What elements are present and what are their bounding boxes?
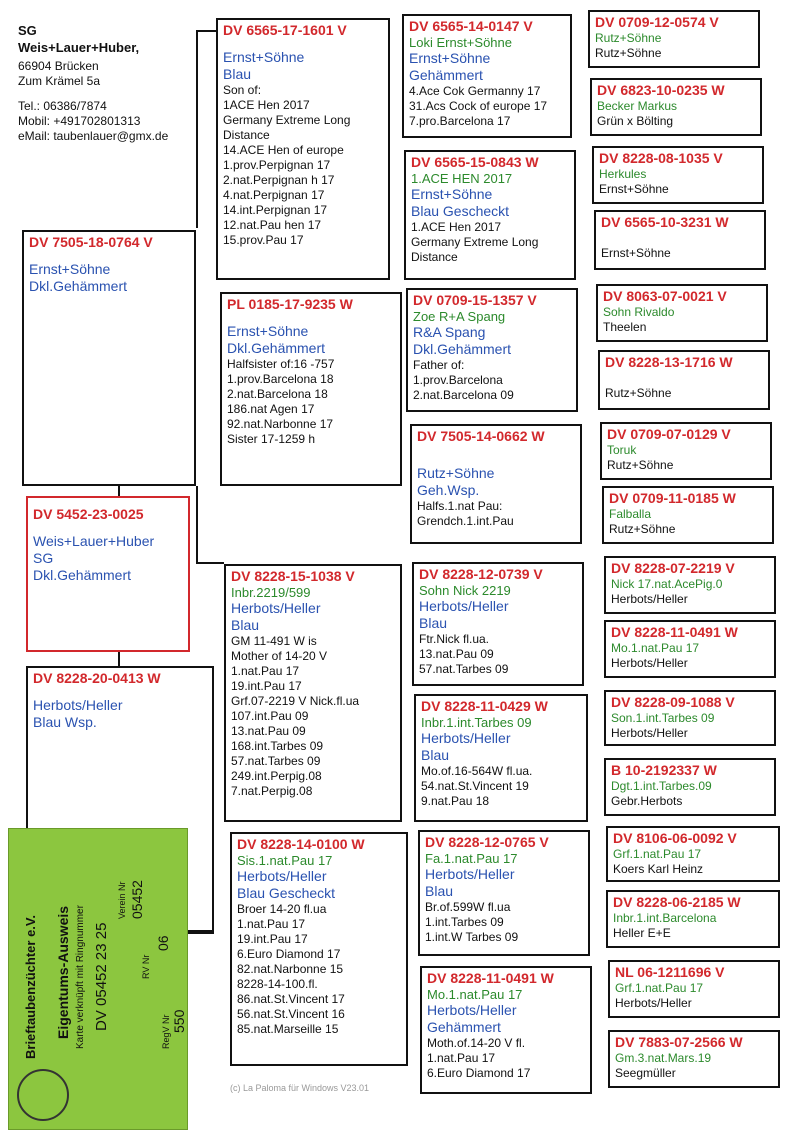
breeder-header [18, 22, 168, 144]
owner: Herbots/Heller [421, 730, 511, 746]
pigeon-name: Mo.1.nat.Pau 17 [611, 641, 700, 655]
note: Moth.of.14-20 V fl. [427, 1036, 526, 1050]
owner: Ernst+Söhne [411, 186, 493, 202]
note: 2.nat.Perpignan h 17 [223, 173, 335, 187]
breeder-name: Weis+Lauer+Huber, [18, 40, 140, 55]
color: Blau Gescheckt [237, 885, 336, 901]
note: 19.int.Pau 17 [231, 679, 302, 693]
note: Halfs.1.nat Pau: [417, 499, 503, 513]
breeder-short: SG [18, 23, 37, 38]
note: Distance [411, 250, 458, 264]
note: 92.nat.Narbonne 17 [227, 417, 334, 431]
note: 14.int.Perpignan 17 [223, 203, 328, 217]
ring-number: DV 6565-15-0843 W [411, 154, 539, 170]
owner: Herbots/Heller [231, 600, 321, 616]
connector-line [196, 562, 224, 564]
note: Mo.of.16-564W fl.ua. [421, 764, 533, 778]
note: 56.nat.St.Vincent 16 [237, 1007, 345, 1021]
note: 168.int.Tarbes 09 [231, 739, 324, 753]
owner: Ernst+Söhne [599, 182, 669, 196]
ring-number: DV 8228-07-2219 V [611, 560, 735, 576]
owner: Ernst+Söhne [601, 246, 671, 260]
pigeon-name: Son.1.int.Tarbes 09 [611, 711, 715, 725]
note: 1.nat.Pau 17 [427, 1051, 496, 1065]
connector-line [196, 30, 198, 228]
ring-number: DV 8228-15-1038 V [231, 568, 355, 584]
owner: Gebr.Herbots [611, 794, 683, 808]
owner: Ernst+Söhne [29, 261, 111, 277]
color: Dkl.Gehämmert [29, 278, 128, 294]
color: Blau [425, 883, 454, 899]
owner: Rutz+Söhne [609, 522, 676, 536]
pigeon-name: Grf.1.nat.Pau 17 [615, 981, 704, 995]
ring-number: DV 6565-14-0147 V [409, 18, 533, 34]
g4-box-10 [604, 620, 776, 678]
note: 7.nat.Perpig.08 [231, 784, 313, 798]
note: 82.nat.Narbonne 15 [237, 962, 344, 976]
ring-number: DV 8228-12-0765 V [425, 834, 549, 850]
card-ring: DV 05452 23 25 [93, 922, 110, 1031]
note: 4.nat.Perpignan 17 [223, 188, 325, 202]
ring-number: DV 8228-11-0429 W [421, 698, 548, 714]
card-verein-label: Verein Nr [117, 881, 127, 919]
pigeon-name: Dgt.1.int.Tarbes.09 [611, 779, 712, 793]
owner: Rutz+Söhne [605, 386, 672, 400]
note: 13.nat.Pau 09 [231, 724, 306, 738]
pigeon-name: 1.ACE HEN 2017 [411, 171, 513, 186]
note: 15.prov.Pau 17 [223, 233, 304, 247]
ring-number: DV 7883-07-2566 W [615, 1034, 743, 1050]
g4-box-15 [608, 960, 780, 1018]
color: Blau Gescheckt [411, 203, 510, 219]
owner: Ernst+Söhne [223, 49, 305, 65]
owner: Herbots/Heller [611, 656, 688, 670]
pigeon-name: Herkules [599, 167, 647, 181]
connector-line [196, 30, 216, 32]
ring-number: DV 0709-07-0129 V [607, 426, 731, 442]
ring-number: NL 06-1211696 V [615, 964, 725, 980]
note: 12.nat.Pau hen 17 [223, 218, 322, 232]
software-footer: (c) La Paloma für Windows V23.01 [230, 1083, 370, 1093]
pigeon-name: Rutz+Söhne [595, 31, 662, 45]
g4-box-9 [604, 556, 776, 614]
note: Grf.07-2219 V Nick.fl.ua [231, 694, 360, 708]
owner: Heller E+E [613, 926, 671, 940]
owner: Herbots/Heller [615, 996, 692, 1010]
verband-logo [17, 1069, 69, 1121]
color: Blau [421, 747, 450, 763]
fmf-box [406, 288, 578, 412]
card-subtitle: Karte verknüpft mit Ringnummer [75, 905, 86, 1049]
g4-box-13 [606, 826, 780, 882]
color: Blau Wsp. [33, 714, 97, 730]
owner: Rutz+Söhne [607, 458, 674, 472]
note: 2.nat.Barcelona 18 [227, 387, 328, 401]
breeder-address-line2: Zum Krämel 5a [18, 74, 101, 88]
ring-number: DV 7505-14-0662 W [417, 428, 545, 444]
owner: Herbots/Heller [611, 726, 688, 740]
note: 85.nat.Marseille 15 [237, 1022, 339, 1036]
note: 107.int.Pau 09 [231, 709, 309, 723]
pigeon-name: Loki Ernst+Söhne [409, 35, 512, 50]
breeder-email: eMail: taubenlauer@gmx.de [18, 129, 169, 143]
g4-box-7 [600, 422, 772, 480]
g4-box-1 [588, 10, 760, 68]
breeder-address-line1: 66904 Brücken [18, 59, 99, 73]
note: Germany Extreme Long [223, 113, 351, 127]
owner: Herbots/Heller [611, 592, 688, 606]
g4-box-5 [596, 284, 768, 342]
ring-number: DV 0709-11-0185 W [609, 490, 736, 506]
color: Geh.Wsp. [417, 482, 480, 498]
color: Gehämmert [427, 1019, 501, 1035]
ring-number: DV 6565-10-3231 W [601, 214, 729, 230]
note: Broer 14-20 fl.ua [237, 902, 327, 916]
note: 1.int.W Tarbes 09 [425, 930, 519, 944]
pigeon-name: Fa.1.nat.Pau 17 [425, 851, 518, 866]
note: 14.ACE Hen of europe [223, 143, 344, 157]
pigeon-name: Sis.1.nat.Pau 17 [237, 853, 333, 868]
note: 6.Euro Diamond 17 [237, 947, 341, 961]
note: 1.nat.Pau 17 [231, 664, 300, 678]
ring-number: DV 8228-14-0100 W [237, 836, 365, 852]
g4-box-14 [606, 890, 780, 948]
card-verein: 05452 [129, 880, 145, 919]
note: 31.Acs Cock of europe 17 [409, 99, 548, 113]
note: 1.ACE Hen 2017 [411, 220, 502, 234]
mfm-box [414, 694, 588, 822]
color: Dkl.Gehämmert [33, 567, 132, 583]
g4-box-12 [604, 758, 776, 816]
card-rv-label: RV Nr [141, 954, 151, 979]
ring-number: DV 8228-09-1088 V [611, 694, 735, 710]
note: 2.nat.Barcelona 09 [413, 388, 514, 402]
owner: Herbots/Heller [427, 1002, 517, 1018]
ring-number: DV 8228-13-1716 W [605, 354, 733, 370]
note: 249.int.Perpig.08 [231, 769, 322, 783]
color: Blau [223, 66, 252, 82]
note: 7.pro.Barcelona 17 [409, 114, 511, 128]
owner: Herbots/Heller [33, 697, 123, 713]
pigeon-name: Sohn Rivaldo [603, 305, 675, 319]
card-title: Eigentums-Ausweis [55, 905, 71, 1039]
subject-box [26, 496, 190, 652]
pigeon-name: Grf.1.nat.Pau 17 [613, 847, 702, 861]
ffm-box [404, 150, 576, 280]
note: Sister 17-1259 h [227, 432, 316, 446]
note: 8228-14-100.fl. [237, 977, 318, 991]
note: 19.int.Pau 17 [237, 932, 308, 946]
owner: Rutz+Söhne [417, 465, 495, 481]
g4-box-11 [604, 690, 776, 746]
note: 54.nat.St.Vincent 19 [421, 779, 529, 793]
note: 1.prov.Barcelona 18 [227, 372, 334, 386]
father-box [22, 230, 196, 486]
note: Br.of.599W fl.ua [425, 900, 511, 914]
ring-number: DV 8063-07-0021 V [603, 288, 727, 304]
note: 57.nat.Tarbes 09 [419, 662, 509, 676]
note: 1.prov.Perpignan 17 [223, 158, 331, 172]
fff-box [402, 14, 572, 138]
g4-box-16 [608, 1030, 780, 1088]
color: Blau [419, 615, 448, 631]
pigeon-name [601, 231, 759, 246]
mmm-box [420, 966, 592, 1094]
mm-box [230, 832, 408, 1066]
note: 1.nat.Pau 17 [237, 917, 306, 931]
owner: Ernst+Söhne [227, 323, 309, 339]
mmf-box [418, 830, 590, 956]
owner: Herbots/Heller [419, 598, 509, 614]
pigeon-name: Zoe R+A Spang [413, 309, 506, 324]
ring-number: DV 5452-23-0025 [33, 506, 144, 522]
pigeon-name: Gm.3.nat.Mars.19 [615, 1051, 712, 1065]
note: 186.nat Agen 17 [227, 402, 315, 416]
connector-line [118, 652, 120, 666]
note: 57.nat.Tarbes 09 [231, 754, 321, 768]
card-regv: 550 [171, 1009, 187, 1033]
g4-box-2 [590, 78, 762, 136]
ring-number: DV 8106-06-0092 V [613, 830, 737, 846]
pigeon-name: Becker Markus [597, 99, 678, 113]
ring-number: DV 6823-10-0235 W [597, 82, 725, 98]
note: Distance [223, 128, 270, 142]
card-org: Brieftaubenzüchter e.V. [23, 914, 38, 1059]
note: Halfsister of:16 -757 [227, 357, 335, 371]
ring-number: DV 8228-08-1035 V [599, 150, 723, 166]
note: Father of: [413, 358, 465, 372]
note: Son of: [223, 83, 262, 97]
ring-number: PL 0185-17-9235 W [227, 296, 353, 312]
pigeon-name: Inbr.1.int.Barcelona [613, 911, 717, 925]
note: 1.prov.Barcelona [413, 373, 503, 387]
color: Gehämmert [409, 67, 483, 83]
note: 4.Ace Cok Germanny 17 [409, 84, 541, 98]
ring-number: DV 7505-18-0764 V [29, 234, 153, 250]
owner: Rutz+Söhne [595, 46, 662, 60]
pigeon-name: Sohn Nick 2219 [419, 583, 511, 598]
owner: Seegmüller [615, 1066, 676, 1080]
g4-box-6 [598, 350, 770, 410]
pigeon-name: Inbr.2219/599 [231, 585, 311, 600]
owner: R&A Spang [413, 324, 486, 340]
pigeon-name: Inbr.1.int.Tarbes 09 [421, 715, 532, 730]
card-rv: 06 [155, 935, 171, 951]
owner: Weis+Lauer+Huber [33, 533, 155, 549]
note: GM 11-491 W is [231, 634, 317, 648]
owner: Herbots/Heller [237, 868, 327, 884]
mff-box [412, 562, 584, 686]
breeder-mobile: Mobil: +491702801313 [18, 114, 141, 128]
color: Dkl.Gehämmert [227, 340, 326, 356]
note: Grendch.1.int.Pau [417, 514, 514, 528]
pigeon-name: Toruk [607, 443, 637, 457]
note: Mother of 14-20 V [231, 649, 328, 663]
ff-box [216, 18, 390, 280]
note: 9.nat.Pau 18 [421, 794, 490, 808]
breeder-phone: Tel.: 06386/7874 [18, 99, 107, 113]
pigeon-name [605, 371, 763, 386]
note: 1.int.Tarbes 09 [425, 915, 504, 929]
owner: Ernst+Söhne [409, 50, 491, 66]
fm-box [220, 292, 402, 486]
g4-box-3 [592, 146, 764, 204]
fmm-box [410, 424, 582, 544]
pigeon-name: Falballa [609, 507, 652, 521]
pigeon-name: Nick 17.nat.AcePig.0 [611, 577, 723, 591]
owner: Herbots/Heller [425, 866, 515, 882]
ring-number: DV 8228-11-0491 W [427, 970, 554, 986]
owner: Grün x Bölting [597, 114, 674, 128]
owner: Theelen [603, 320, 647, 334]
ring-number: B 10-2192337 W [611, 762, 717, 778]
note: Ftr.Nick fl.ua. [419, 632, 490, 646]
g4-box-8 [602, 486, 774, 544]
connector-line [196, 486, 198, 562]
color: Blau [231, 617, 260, 633]
g4-box-4 [594, 210, 766, 270]
color: Dkl.Gehämmert [413, 341, 512, 357]
ring-number: DV 0709-15-1357 V [413, 292, 537, 308]
ownership-card [8, 828, 188, 1130]
note: 13.nat.Pau 09 [419, 647, 494, 661]
note: 6.Euro Diamond 17 [427, 1066, 531, 1080]
connector-line [186, 932, 214, 934]
ring-number: DV 8228-11-0491 W [611, 624, 738, 640]
ring-number: DV 8228-06-2185 W [613, 894, 741, 910]
ring-number: DV 0709-12-0574 V [595, 14, 719, 30]
mf-box [224, 564, 402, 822]
ring-number: DV 8228-12-0739 V [419, 566, 543, 582]
owner: Koers Karl Heinz [613, 862, 704, 876]
note: 86.nat.St.Vincent 17 [237, 992, 345, 1006]
pigeon-name: Mo.1.nat.Pau 17 [427, 987, 523, 1002]
note: 1ACE Hen 2017 [223, 98, 310, 112]
note: Germany Extreme Long [411, 235, 539, 249]
ring-number: DV 6565-17-1601 V [223, 22, 347, 38]
card-regv-label: RegV Nr [161, 1014, 171, 1049]
ring-number: DV 8228-20-0413 W [33, 670, 161, 686]
sg-label: SG [33, 550, 54, 566]
